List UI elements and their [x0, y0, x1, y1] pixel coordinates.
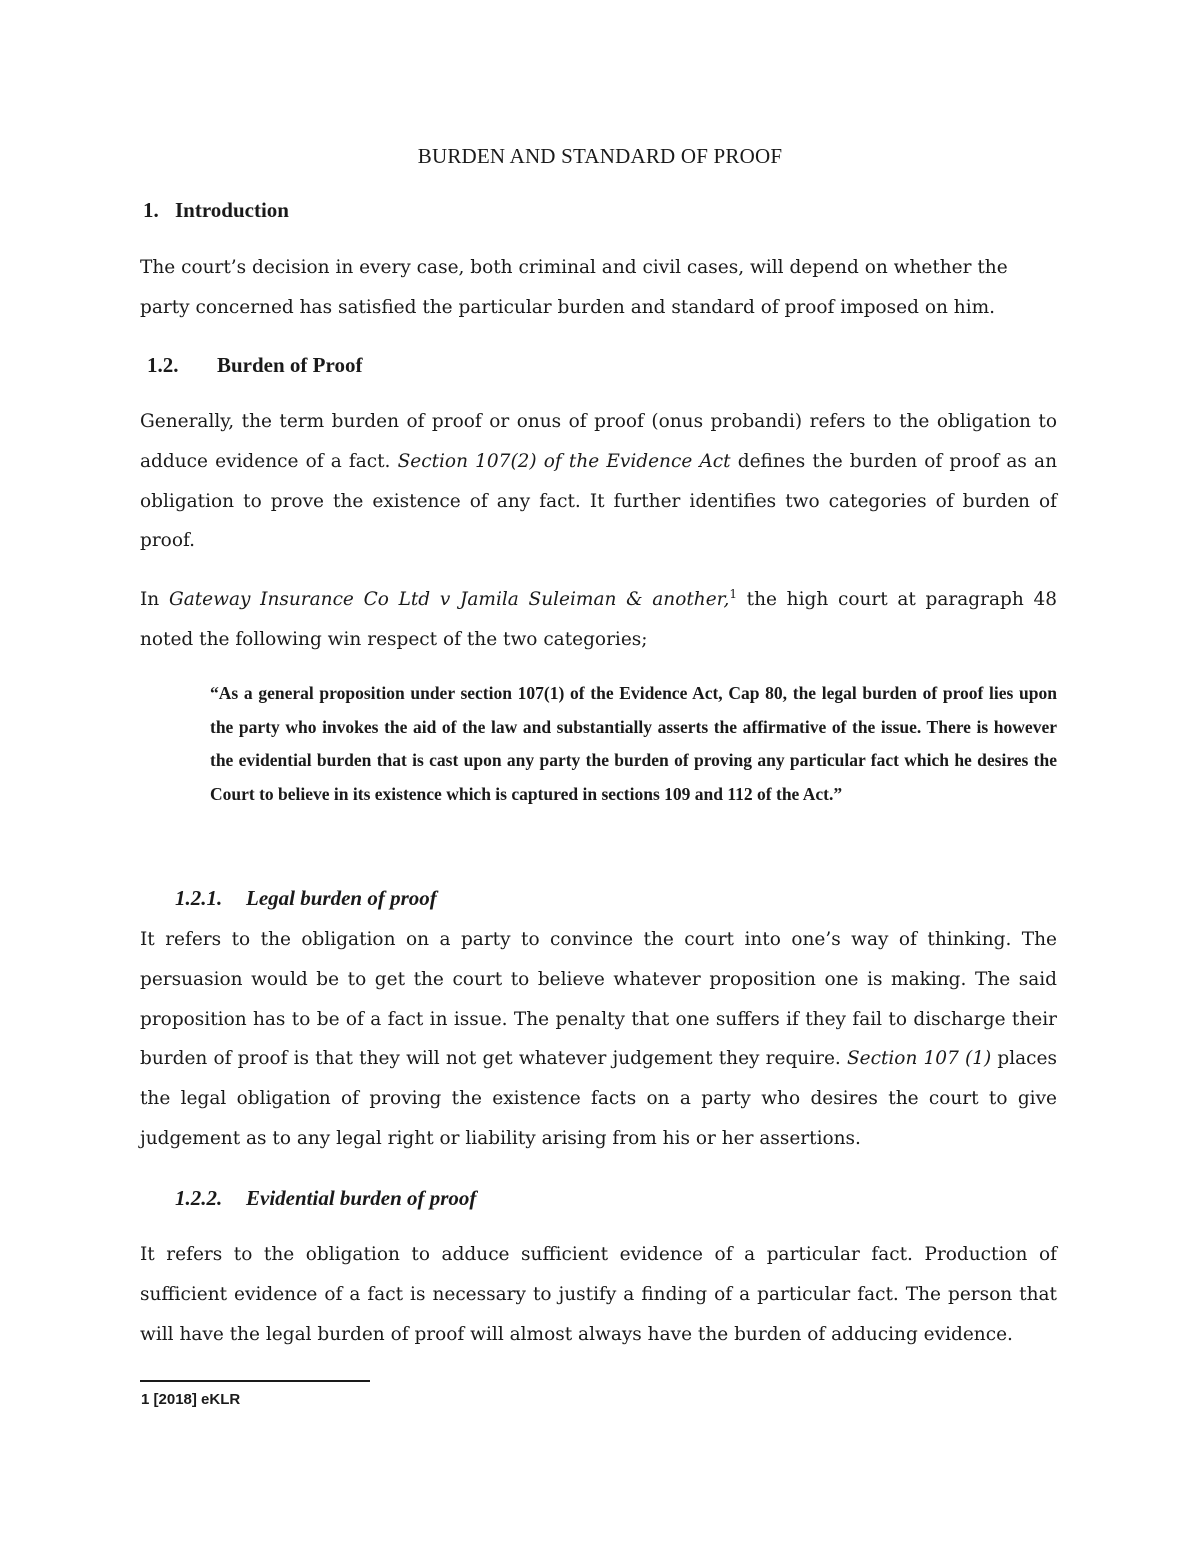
section-heading-text: Introduction [175, 198, 289, 222]
statute-reference: Section 107 (1) [846, 1048, 992, 1070]
intro-line-1: The court’s decision in every case, both criminal and civil cases, will depend on whether the [140, 257, 1008, 278]
footnote: 1 [2018] eKLR [141, 1391, 241, 1408]
legal-burden-paragraph [140, 920, 1057, 1159]
footnote-divider [140, 1380, 370, 1382]
section-number: 1.2.2. [175, 1186, 223, 1210]
section-heading-text: Evidential burden of proof [246, 1186, 477, 1210]
section-heading-text: Burden of Proof [217, 353, 363, 377]
paragraph-text: In [140, 589, 169, 610]
case-citation: Gateway Insurance Co Ltd v Jamila Suleiman & another, [168, 589, 730, 610]
evidential-burden-paragraph: It refers to the obligation to adduce sufficient evidence of a particular fact. Production of sufficient evidence of a fact is necessary to justify a finding of a particular fact. The person that will have the legal burden of proof will almost always have the burden of adducing evidence. [140, 1244, 1057, 1345]
paragraph-text: It refers to the obligation on a party to convince the court into one’s way of thinking. The persuasion would be to get the court to believe whatever proposition one is making. The said proposition has to be of a fact in issue. The penalty that one suffers if they fail to discharge their burden of proof is that they will not get whatever judgement they require. [140, 929, 1057, 1070]
section-heading-evidential-burden [175, 1186, 476, 1211]
section-number: 1.2. [147, 353, 179, 377]
paragraph-text: places the legal obligation of proving the existence facts on a party who desires the court to give judgement as to any legal right or liability arising from his or her assertions. [140, 1048, 1057, 1149]
intro-line-2: party concerned has satisfied the particular burden and standard of proof imposed on him. [140, 296, 996, 318]
burden-paragraph-definition [140, 402, 1057, 561]
paragraph-text: the high court at paragraph 48 noted the following win respect of the two categories; [140, 589, 1057, 650]
section-heading-burden-of-proof [147, 353, 362, 378]
intro-paragraph [140, 248, 1080, 328]
block-quote: “As a general proposition under section 107(1) of the Evidence Act, Cap 80, the legal burden of proof lies upon the party who invokes the aid of the law and substantially asserts the affirmative of the issue. There is however the evidential burden that is cast upon any party the burden of proving any particular fact which he desires the Court to believe in its existence which is captured in sections 109 and 112 of the Act.” [210, 683, 1057, 804]
page-title: BURDEN AND STANDARD OF PROOF [417, 144, 783, 168]
paragraph-text: defines the burden of proof as an obligation to prove the existence of any fact. It further identifies two categories of burden of proof. [140, 450, 1057, 552]
section-number: 1. [143, 198, 159, 222]
statute-reference: Section 107(2) of the Evidence Act [397, 450, 731, 472]
section-heading-introduction [143, 198, 289, 223]
section-heading-legal-burden [175, 886, 437, 911]
burden-paragraph-case [140, 580, 1057, 660]
paragraph-text: Generally, the term burden of proof or onus of proof (onus probandi) refers to the obligation to adduce evidence of a fact. [140, 411, 1057, 472]
section-heading-text: Legal burden of proof [246, 886, 437, 910]
footnote-marker: 1 [729, 586, 737, 601]
section-number: 1.2.1. [175, 886, 223, 910]
